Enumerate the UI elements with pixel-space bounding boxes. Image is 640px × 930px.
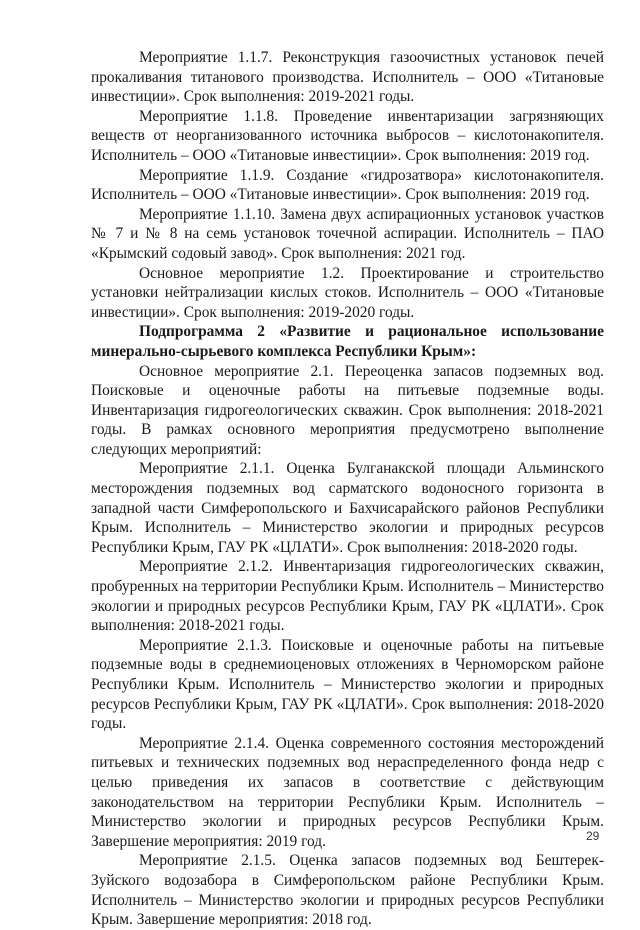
page-number: 29 <box>586 829 600 843</box>
subprogram-2-heading: Подпрограмма 2 «Развитие и рациональное использование минерально-сырьевого комплекса Республики Крым»: <box>91 323 604 360</box>
document-body <box>91 48 604 930</box>
paragraph-measure-2-1-4: Мероприятие 2.1.4. Оценка современного состояния месторождений питьевых и технических подземных вод нераспределенного фонда недр с целью приведения их запасов в соответствие с действующим законодательством на территории Республики Крым. Исполнитель – Министерство экологии и природных ресурсов Республики Крым. Завершение мероприятия: 2019 год. <box>91 734 604 850</box>
paragraph-measure-2-1-1: Мероприятие 2.1.1. Оценка Булганакской площади Альминского месторождения подземных вод сарматского водоносного горизонта в западной части Симферопольского и Бахчисарайского районов Республики Крым. Исполнитель – Министерство экологии и природных ресурсов Республики Крым, ГАУ РК «ЦЛАТИ». Срок выполнения: 2018-2020 годы. <box>91 460 604 556</box>
paragraph-measure-1-1-7: Мероприятие 1.1.7. Реконструкция газоочистных установок печей прокаливания титанового производства. Исполнитель – ООО «Титановые инвестиции». Срок выполнения: 2019-2021 годы. <box>91 49 604 106</box>
paragraph-measure-2-1-5: Мероприятие 2.1.5. Оценка запасов подземных вод Бештерек-Зуйского водозабора в Симферопольском районе Республики Крым. Исполнитель – Министерство экологии и природных ресурсов Республики Крым. Завершение мероприятия: 2018 год. <box>91 852 604 929</box>
paragraph-main-measure-1-2: Основное мероприятие 1.2. Проектирование и строительство установки нейтрализации кислых стоков. Исполнитель – ООО «Титановые инвестиции». Срок выполнения: 2019-2020 годы. <box>91 264 604 321</box>
paragraph-main-measure-2-1: Основное мероприятие 2.1. Переоценка запасов подземных вод. Поисковые и оценочные работы на питьевые подземные воды. Инвентаризация гидрогеологических скважин. Срок выполнения: 2018-2021 годы. В рамках основного мероприятия предусмотрено выполнение следующих мероприятий: <box>91 362 604 458</box>
paragraph-measure-2-1-3: Мероприятие 2.1.3. Поисковые и оценочные работы на питьевые подземные воды в среднемиоценовых отложениях в Черноморском районе Республики Крым. Исполнитель – Министерство экологии и природных ресурсов Республики Крым, ГАУ РК «ЦЛАТИ». Срок выполнения: 2018-2020 годы. <box>91 636 604 733</box>
paragraph-measure-2-1-2: Мероприятие 2.1.2. Инвентаризация гидрогеологических скважин, пробуренных на территории Республики Крым. Исполнитель – Министерство экологии и природных ресурсов Республики Крым, ГАУ РК «ЦЛАТИ». Срок выполнения: 2018-2021 годы. <box>91 558 604 635</box>
paragraph-measure-1-1-8: Мероприятие 1.1.8. Проведение инвентаризации загрязняющих веществ от неорганизованного источника выбросов – кислотонакопителя. Исполнитель – ООО «Титановые инвестиции». Срок выполнения: 2019 год. <box>91 107 604 164</box>
paragraph-measure-1-1-9: Мероприятие 1.1.9. Создание «гидрозатвора» кислотонакопителя. Исполнитель – ООО «Титановые инвестиции». Срок выполнения: 2019 год. <box>91 166 604 204</box>
paragraph-measure-1-1-10: Мероприятие 1.1.10. Замена двух аспирационных установок участков № 7 и № 8 на семь установок точечной аспирации. Исполнитель – ПАО «Крымский содовый завод». Срок выполнения: 2021 год. <box>91 205 604 262</box>
